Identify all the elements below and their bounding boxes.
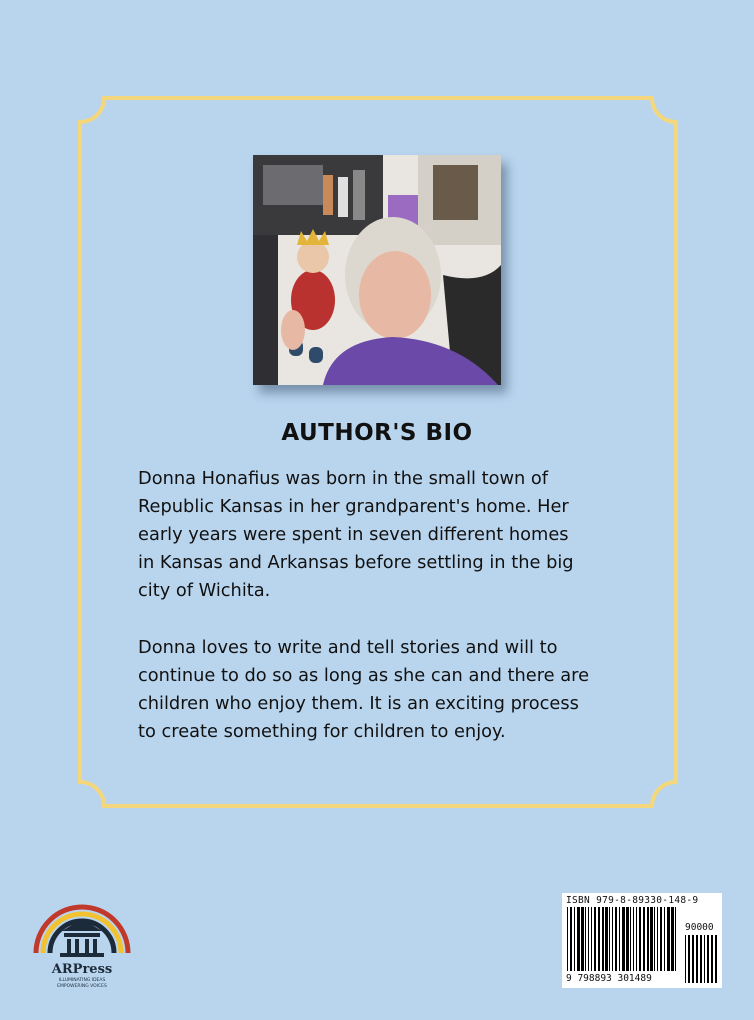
barcode-bar: [636, 907, 637, 971]
barcode-bar: [647, 907, 649, 971]
publisher-tagline-1: ILLUMINATING IDEAS: [58, 978, 106, 983]
bio-title: AUTHOR'S BIO: [281, 420, 473, 446]
barcode-bar: [585, 907, 586, 971]
barcode-bar: [675, 907, 676, 971]
text-line: in Kansas and Arkansas before settling in the big: [138, 552, 574, 573]
barcode-bar: [696, 935, 698, 983]
text-line: continue to do so as long as she can and there are: [138, 665, 590, 686]
barcode-bar: [692, 935, 694, 983]
barcode-bar: [570, 907, 572, 971]
text-line: early years were spent in seven different homes: [138, 524, 569, 545]
barcode-bar: [671, 907, 674, 971]
barcode-number: 9 798893 301489: [566, 973, 652, 984]
text-line: Donna loves to write and tell stories and will to: [138, 637, 558, 658]
barcode-bar: [711, 935, 713, 983]
barcode-bar: [667, 907, 670, 971]
isbn-barcode: [562, 893, 722, 988]
barcode-bar: [639, 907, 641, 971]
barcode-bar: [630, 907, 631, 971]
barcode-bar: [615, 907, 617, 971]
barcode-bar: [602, 907, 604, 971]
bio-paragraph-1: [138, 465, 638, 605]
barcode-bar: [664, 907, 665, 971]
text-line: to create something for children to enjoy.: [138, 721, 506, 742]
barcode-bar: [612, 907, 613, 971]
barcode-bar: [574, 907, 575, 971]
barcode-bar: [591, 907, 592, 971]
barcode-addon: 90000: [685, 922, 714, 933]
author-photo: [253, 155, 501, 385]
barcode-bars: [567, 907, 679, 971]
barcode-bar: [594, 907, 596, 971]
text-line: city of Wichita.: [138, 580, 271, 601]
barcode-bar: [581, 907, 584, 971]
publisher-tagline-2: EMPOWERING VOICES: [57, 984, 107, 989]
barcode-bar: [626, 907, 629, 971]
barcode-bar: [650, 907, 653, 971]
barcode-bar: [577, 907, 580, 971]
arpress-logo: [30, 893, 134, 993]
barcode-bar: [588, 907, 589, 971]
publisher-name: ARPress: [51, 962, 113, 977]
barcode-bar: [707, 935, 709, 983]
barcode-bar: [688, 935, 690, 983]
barcode-bar: [633, 907, 634, 971]
barcode-bar: [605, 907, 608, 971]
text-line: Donna Honafius was born in the small town of: [138, 468, 549, 489]
bio-paragraph-2: [138, 634, 638, 746]
barcode-bar: [700, 935, 702, 983]
isbn-label: ISBN 979-8-89330-148-9: [566, 895, 699, 906]
barcode-addon-bars: [685, 935, 718, 983]
barcode-bar: [704, 935, 705, 983]
barcode-bar: [643, 907, 645, 971]
text-line: Republic Kansas in her grandparent's home. Her: [138, 496, 569, 517]
text-line: children who enjoy them. It is an exciting process: [138, 693, 579, 714]
barcode-bar: [609, 907, 610, 971]
barcode-bar: [598, 907, 600, 971]
barcode-bar: [567, 907, 568, 971]
barcode-bar: [654, 907, 655, 971]
barcode-bar: [657, 907, 658, 971]
barcode-bar: [622, 907, 625, 971]
barcode-bar: [685, 935, 686, 983]
barcode-bar: [660, 907, 662, 971]
barcode-bar: [715, 935, 717, 983]
barcode-bar: [619, 907, 620, 971]
